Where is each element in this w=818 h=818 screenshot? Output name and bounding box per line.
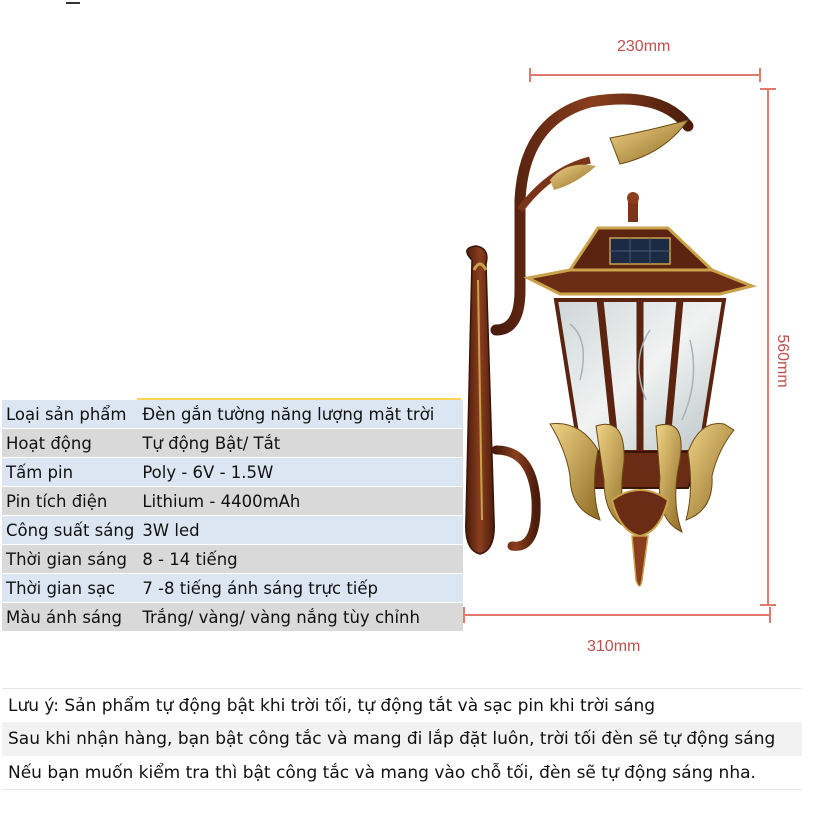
spec-label: Công suất sáng xyxy=(2,516,138,545)
spec-label: Tấm pin xyxy=(2,458,138,487)
spec-value: 8 - 14 tiếng xyxy=(138,545,463,574)
bottom-dimension-tick-right xyxy=(769,607,771,623)
bottom-dimension-label: 310mm xyxy=(587,638,641,655)
height-dimension-tick-top xyxy=(760,88,776,90)
spec-value: 3W led xyxy=(138,516,463,545)
spec-value: Poly - 6V - 1.5W xyxy=(138,458,463,487)
spec-label: Thời gian sáng xyxy=(2,545,138,574)
spec-label: Thời gian sạc xyxy=(2,574,138,603)
spec-value: Đèn gắn tường năng lượng mặt trời xyxy=(138,400,463,429)
spec-table xyxy=(2,400,463,632)
wall-lamp-image xyxy=(420,80,760,600)
spec-label: Màu ánh sáng xyxy=(2,603,138,632)
note-line: Lưu ý: Sản phẩm tự động bật khi trời tối, tự động tắt và sạc pin khi trời sáng xyxy=(2,688,802,722)
bottom-dimension-line xyxy=(464,614,770,616)
spec-label: Loại sản phẩm xyxy=(2,400,138,429)
spec-label: Pin tích điện xyxy=(2,487,138,516)
spec-row xyxy=(2,603,463,632)
height-dimension-tick-bottom xyxy=(760,604,776,606)
spec-value: 7 -8 tiếng ánh sáng trực tiếp xyxy=(138,574,463,603)
spec-row xyxy=(2,574,463,603)
spec-row xyxy=(2,545,463,574)
width-dimension-label: 230mm xyxy=(617,38,671,55)
spec-row xyxy=(2,516,463,545)
spec-value: Tự động Bật/ Tắt xyxy=(138,429,463,458)
top-mark xyxy=(66,2,80,4)
spec-value: Lithium - 4400mAh xyxy=(138,487,463,516)
note-line: Nếu bạn muốn kiểm tra thì bật công tắc và mang vào chỗ tối, đèn sẽ tự động sáng nha. xyxy=(2,756,802,790)
spec-row xyxy=(2,458,463,487)
height-dimension-label: 560mm xyxy=(774,334,791,388)
width-dimension-line xyxy=(530,74,760,76)
spec-row xyxy=(2,487,463,516)
spec-value: Trắng/ vàng/ vàng nắng tùy chỉnh xyxy=(138,603,463,632)
note-line: Sau khi nhận hàng, bạn bật công tắc và mang đi lắp đặt luôn, trời tối đèn sẽ tự động sáng xyxy=(2,722,802,756)
spec-label: Hoạt động xyxy=(2,429,138,458)
spec-row xyxy=(2,429,463,458)
height-dimension-line xyxy=(767,88,769,606)
spec-row xyxy=(2,400,463,429)
